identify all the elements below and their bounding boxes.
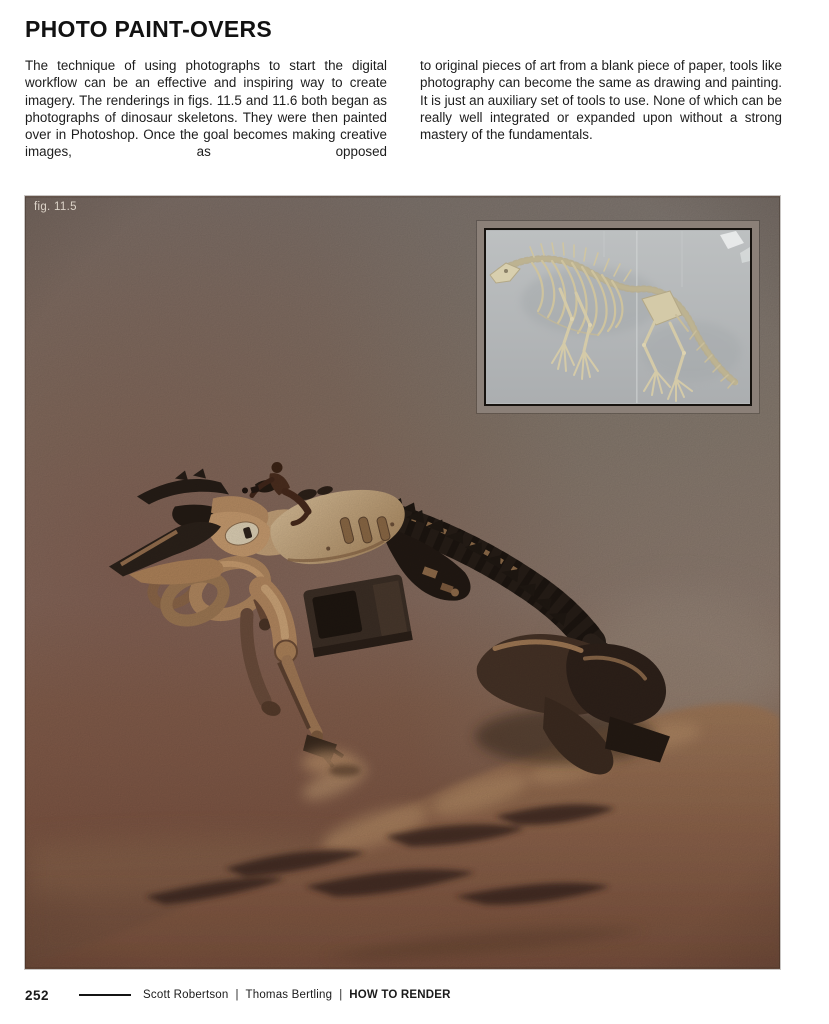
page-number: 252	[25, 987, 50, 1003]
footer-author-1: Scott Robertson	[143, 989, 229, 1001]
footer-separator: |	[339, 989, 343, 1001]
footer-book-title: HOW TO RENDER	[349, 989, 451, 1001]
page-title: PHOTO PAINT-OVERS	[25, 16, 273, 42]
footer-separator: |	[235, 989, 239, 1001]
footer-author-2: Thomas Bertling	[245, 989, 333, 1001]
body-text-column-1: The technique of using photographs to start the digital workflow can be an effective and inspiring way to create imagery. The renderings in figs. 11.5 and 11.6 both began as photographs of dinosaur skeletons. They were then painted over in Photoshop. Once the goal becomes making creative images, as opposed	[25, 58, 387, 160]
inset-photo-frame	[477, 221, 759, 413]
figure-label: fig. 11.5	[34, 201, 77, 213]
body-text-column-2: to original pieces of art from a blank piece of paper, tools like photography can become the same as drawing and painting. It is just an auxiliary set of tools to use. None of which can be really well integrated or expanded upon without a strong mastery of the fundamentals.	[420, 58, 782, 143]
page-footer	[25, 986, 782, 1004]
body-text	[25, 57, 782, 161]
dinosaur-skeleton-photo	[486, 230, 750, 404]
figure-11-5	[25, 196, 780, 969]
footer-rule	[79, 994, 131, 996]
inset-photo	[484, 228, 752, 406]
